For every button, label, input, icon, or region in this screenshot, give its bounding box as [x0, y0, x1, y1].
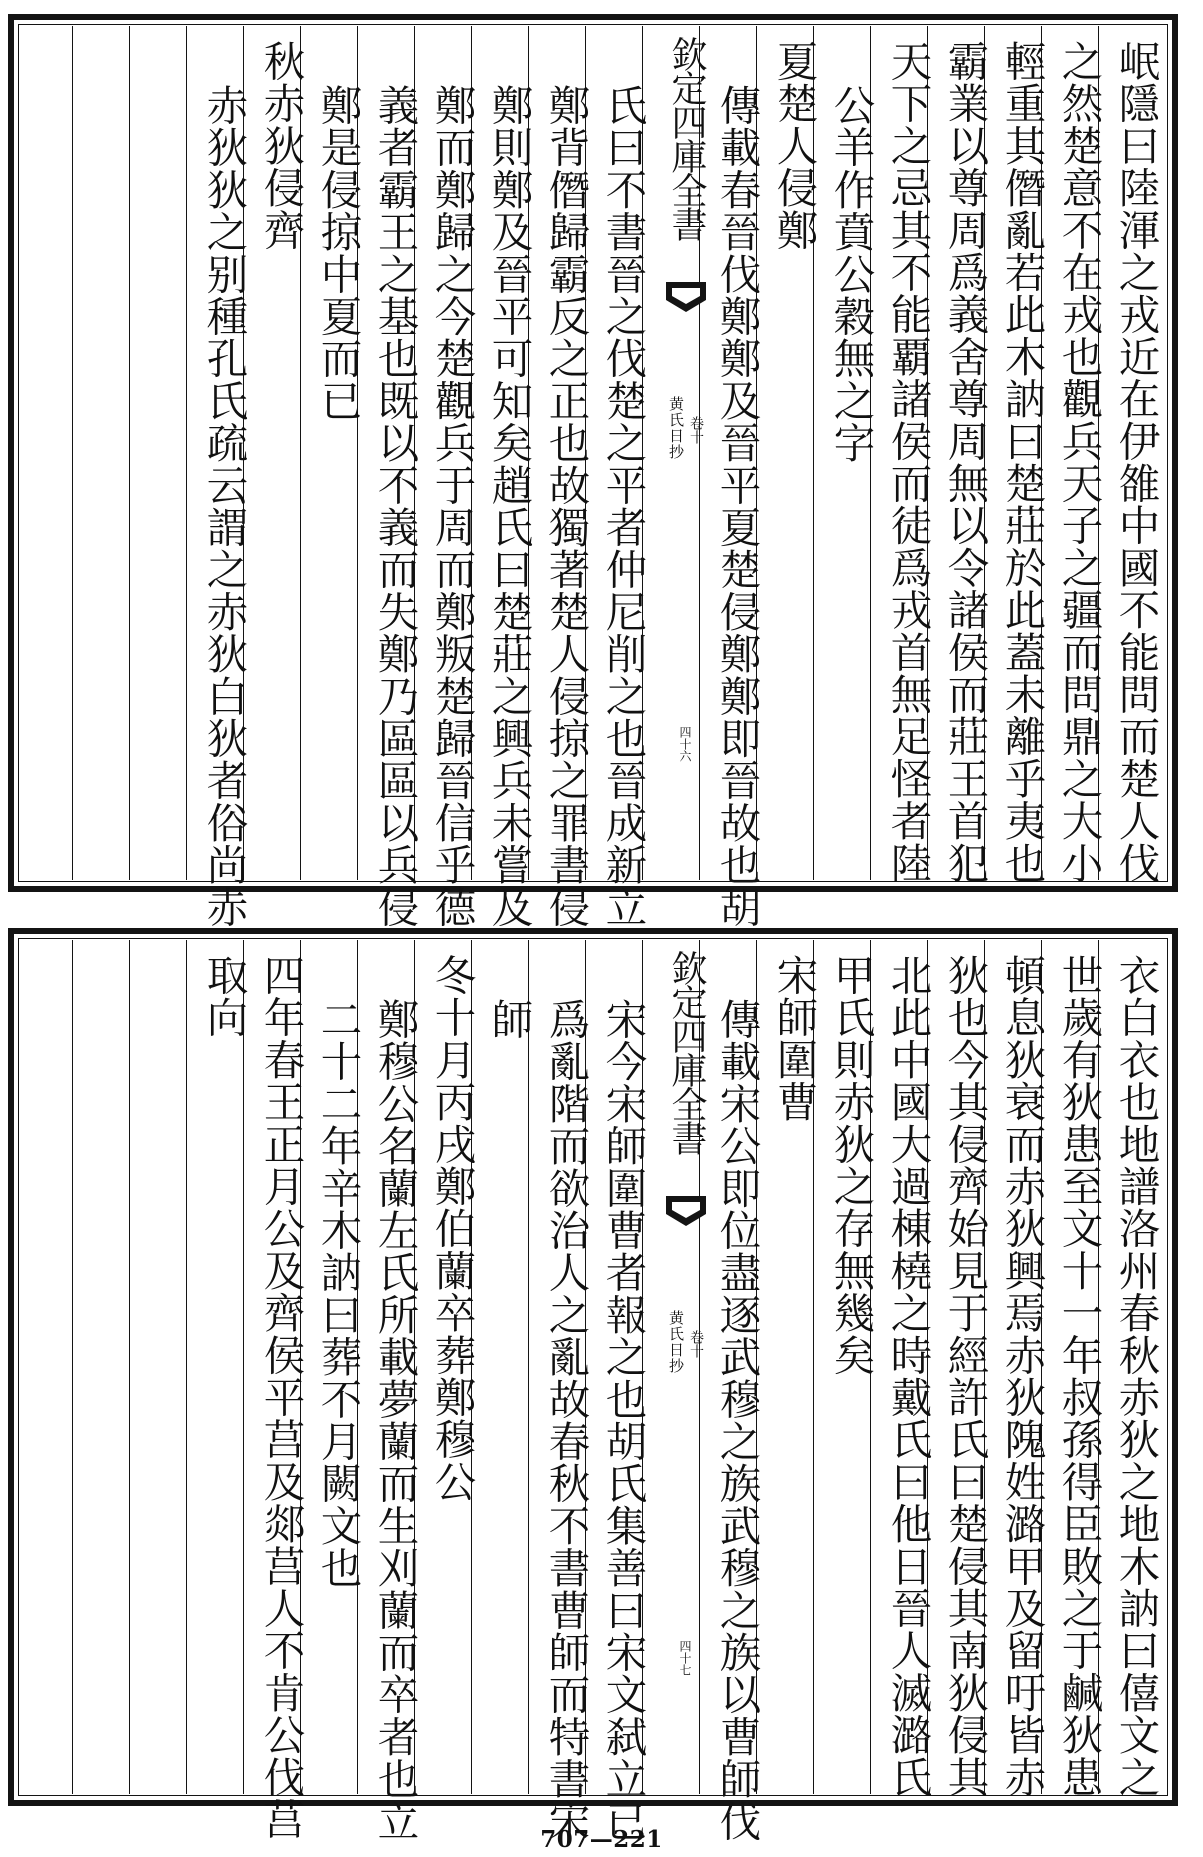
center-strip	[664, 26, 708, 880]
text-column: 義者霸王之基也既以不義而失鄭乃區區以兵侵	[370, 84, 420, 928]
text-column: 宋今宋師圍曹者報之也胡氏集善曰宋文弑立已	[598, 998, 648, 1842]
column-rule	[243, 940, 244, 1794]
text-column: 傳載宋公即位盡逐武穆之族武穆之族以曹師伐	[712, 998, 762, 1842]
column-rule	[186, 940, 187, 1794]
text-column: 冬十月丙戌鄭伯蘭卒葬鄭穆公	[427, 954, 477, 1503]
text-column: 鄭是侵掠中夏而已	[313, 84, 363, 422]
text-column: 衣白衣也地譜洛州春秋赤狄之地木訥曰僖文之	[1111, 954, 1161, 1798]
text-column: 師	[484, 998, 534, 1041]
strip-book-name: 黄氏日抄	[667, 1310, 685, 1374]
section-heading: 秋赤狄侵齊	[256, 40, 306, 251]
text-column: 爲亂階而欲治人之亂故春秋不書曹師而特書宋	[541, 998, 591, 1842]
text-column: 取向	[199, 954, 249, 1039]
text-column: 之然楚意不在戎也觀兵天子之疆而問鼎之大小	[1054, 40, 1104, 884]
column-rule	[186, 26, 187, 880]
text-column: 頓息狄衰而赤狄興焉赤狄隗姓潞甲及留吁皆赤	[997, 954, 1047, 1798]
strip-title: 欽定四庫全書	[666, 36, 707, 240]
column-rule	[129, 940, 130, 1794]
text-column: 公羊作賁公穀無之字	[826, 84, 876, 464]
text-column: 岷隱曰陸渾之戎近在伊雒中國不能問而楚人伐	[1111, 40, 1161, 884]
text-column: 氏曰不書晉之伐楚之平者仲尼削之也晉成新立	[598, 84, 648, 928]
text-column: 二十二年辛木訥曰葬不月闕文也	[313, 998, 363, 1589]
text-column: 霸業以尊周爲義舍尊周無以令諸侯而莊王首犯	[940, 40, 990, 884]
text-column: 赤狄狄之别種孔氏疏云謂之赤狄白狄者俗尚赤	[199, 84, 249, 928]
text-column: 鄭則鄭及晉平可知矣趙氏曰楚莊之興兵未嘗及	[484, 84, 534, 928]
fishtail-ornament	[666, 1196, 706, 1226]
strip-folio: 四十六	[678, 726, 692, 762]
section-heading: 夏楚人侵鄭	[769, 40, 819, 251]
text-column: 輕重其僭亂若此木訥曰楚莊於此蓋未離乎夷也	[997, 40, 1047, 884]
column-rule	[72, 940, 73, 1794]
column-rule	[72, 26, 73, 880]
text-column: 鄭穆公名蘭左氏所載夢蘭而生刈蘭而卒者也立	[370, 998, 420, 1842]
column-rule	[528, 940, 529, 1794]
text-column: 鄭背僭歸霸反之正也故獨著楚人侵掠之罪書侵	[541, 84, 591, 928]
text-column: 北此中國大過棟橈之時戴氏曰他日晉人滅潞氏	[883, 954, 933, 1798]
page-number: 707—221	[540, 1826, 663, 1853]
text-column: 狄也今其侵齊始見于經許氏曰楚侵其南狄侵其	[940, 954, 990, 1798]
text-column: 天下之忌其不能覇諸侯而徒爲戎首無足怪者陸	[883, 40, 933, 884]
strip-title: 欽定四庫全書	[666, 950, 707, 1154]
text-column: 甲氏則赤狄之存無幾矣	[826, 954, 876, 1376]
text-column: 鄭而鄭歸之今楚觀兵于周而鄭叛楚歸晉信乎德	[427, 84, 477, 928]
center-strip	[664, 940, 708, 1794]
text-column: 世歲有狄患至文十一年叔孫得臣敗之于鹹狄患	[1054, 954, 1104, 1798]
strip-folio: 四十七	[678, 1640, 692, 1676]
strip-juan: 卷十	[688, 416, 704, 444]
section-heading: 宋師圍曹	[769, 954, 819, 1123]
fishtail-ornament	[666, 282, 706, 312]
text-column: 傳載春晉伐鄭鄭及晉平夏楚侵鄭鄭即晉故也胡	[712, 84, 762, 928]
top-page	[8, 14, 1178, 928]
strip-book-name: 黄氏日抄	[667, 396, 685, 460]
text-column: 四年春王正月公及齊侯平莒及郯莒人不肯公伐莒	[256, 954, 306, 1841]
column-rule	[129, 26, 130, 880]
strip-juan: 卷十	[688, 1330, 704, 1358]
